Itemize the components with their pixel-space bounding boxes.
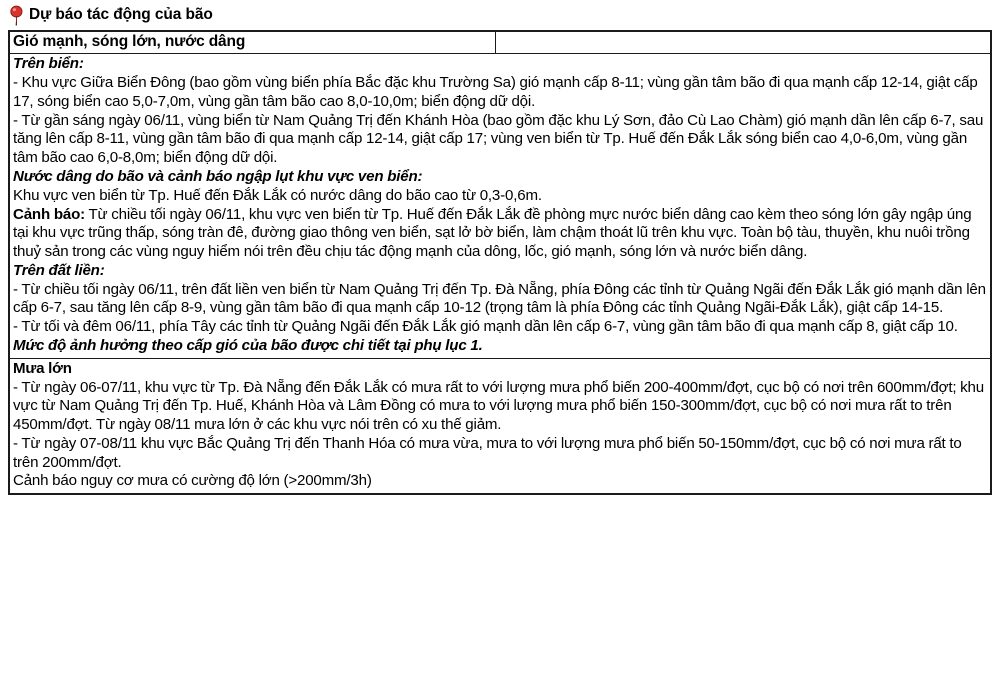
section-lines-heavy-rain — [13, 360, 987, 491]
paragraph: - Từ chiều tối ngày 06/11, trên đất liền ven biển từ Nam Quảng Trị đến Tp. Đà Nẵng, phía Đông các tỉnh từ Quảng Ngãi đến Đắk Lắk gió mạnh dần lên cấp 6-7, sau tăng lên cấp 8-9, vùng gần tâm bão đi qua mạnh cấp 10-12 (trọng tâm là phía Đông các tỉnh Quảng Ngãi-Đắk Lắk), giật cấp 14-15. — [13, 280, 986, 317]
table-row — [9, 54, 991, 359]
paragraph: - Từ ngày 06-07/11, khu vực từ Tp. Đà Nẵng đến Đắk Lắk có mưa rất to với lượng mưa phổ biến 200-400mm/đợt, cục bộ có nơi trên 600mm/đợt; khu vực từ Nam Quảng Trị đến Tp. Huế, Khánh Hòa và Lâm Đồng có mưa to với lượng mưa phổ biến 150-300mm/đợt, cục bộ có nơi mưa rất to trên 450mm/đợt. Từ ngày 08/11 mưa lớn ở các khu vực nói trên có xu thế giảm. — [13, 378, 984, 434]
section-cell-wind-waves-surge — [9, 54, 991, 359]
header-label-wind-waves-surge: Gió mạnh, sóng lớn, nước dâng — [13, 33, 246, 50]
paragraph: - Từ ngày 07-08/11 khu vực Bắc Quảng Trị đến Thanh Hóa có mưa vừa, mưa to với lượng mưa phổ biến 50-150mm/đợt, cục bộ có nơi mưa rất to trên 200mm/đợt. — [13, 434, 962, 471]
paragraph: - Từ gần sáng ngày 06/11, vùng biển từ Nam Quảng Trị đến Khánh Hòa (bao gồm đặc khu Lý Sơn, đảo Cù Lao Chàm) gió mạnh dần lên cấp 6-7, sau tăng lên cấp 8-11, vùng gần tâm bão đi qua mạnh cấp 12-14, giật cấp 17; vùng ven biển từ Tp. Huế đến Đắk Lắk sóng biển cao 4,0-6,0m, vùng gần tâm bão cao 6,0-8,0m; biển động dữ dội. — [13, 111, 984, 167]
map-pin-icon — [9, 5, 24, 26]
paragraph: Nước dâng do bão và cảnh báo ngập lụt khu vực ven biển: — [13, 167, 423, 185]
paragraph: Mưa lớn — [13, 359, 72, 377]
storm-impact-table — [8, 30, 992, 495]
table-row — [9, 358, 991, 494]
paragraph: - Khu vực Giữa Biển Đông (bao gồm vùng biển phía Bắc đặc khu Trường Sa) gió mạnh cấp 8-11; vùng gần tâm bão đi qua mạnh cấp 12-14, giật cấp 17, sóng biển cao 5,0-7,0m, vùng gần tâm bão cao 8,0-10,0m; biển động dữ dội. — [13, 74, 978, 110]
paragraph: Trên đất liền: — [13, 261, 105, 279]
page-title-bar — [0, 0, 1000, 30]
paragraph: Khu vực ven biển từ Tp. Huế đến Đắk Lắk có nước dâng do bão cao từ 0,3-0,6m. — [13, 186, 542, 204]
header-cell-side — [496, 31, 992, 54]
paragraph: - Từ tối và đêm 06/11, phía Tây các tỉnh từ Quảng Ngãi đến Đắk Lắk gió mạnh dần lên cấp 6-7, vùng gần tâm bão đi qua mạnh cấp 8, giật cấp 10. — [13, 318, 958, 336]
paragraph: Trên biển: — [13, 55, 84, 73]
paragraph-lead: Cảnh báo: — [13, 205, 85, 223]
section-lines-wind-waves-surge — [13, 55, 987, 356]
paragraph: Cảnh báo nguy cơ mưa có cường độ lớn (>200mm/3h) — [13, 472, 372, 490]
section-cell-heavy-rain — [9, 358, 991, 494]
page-title: Dự báo tác động của bão — [29, 6, 213, 24]
paragraph: Cảnh báo: Từ chiều tối ngày 06/11, khu vực ven biển từ Tp. Huế đến Đắk Lắk đề phòng mực nước biển dâng cao kèm theo sóng lớn gây ngập úng tại khu vực trũng thấp, sóng tràn đê, đường giao thông ven biển, sạt lở bờ biển, làm chậm thoát lũ trên khu vực. Toàn bộ tàu, thuyền, khu nuôi trồng thuỷ sản trong các vùng nguy hiểm nói trên đều chịu tác động mạnh của dông, lốc, gió mạnh, sóng lớn và nước biển dâng. — [13, 205, 972, 261]
table-header-row — [9, 31, 991, 54]
paragraph: Mức độ ảnh hưởng theo cấp gió của bão được chi tiết tại phụ lục 1. — [13, 337, 483, 354]
header-cell-main — [9, 31, 496, 54]
